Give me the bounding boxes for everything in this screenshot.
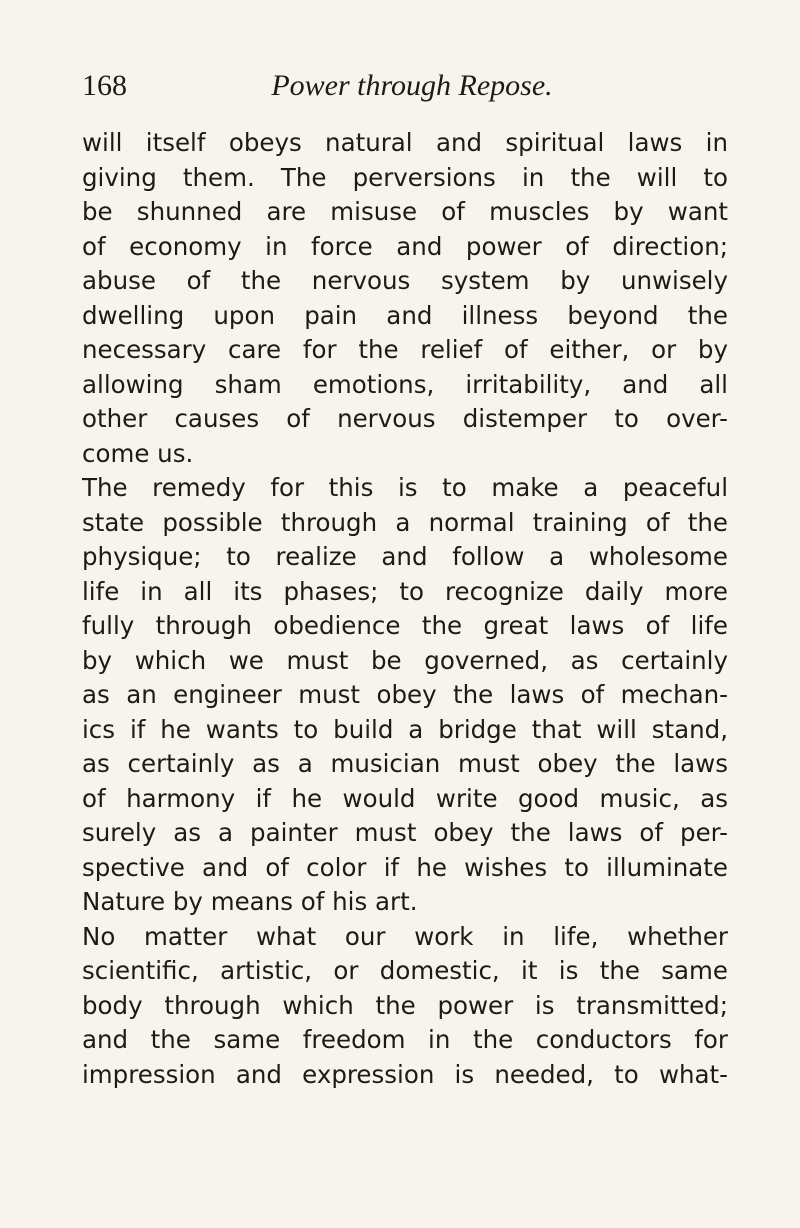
text-line: of economy in force and power of direction; — [82, 231, 728, 261]
text-line: state possible through a normal training of the — [82, 507, 728, 537]
text-line: as certainly as a musician must obey the laws — [82, 749, 728, 778]
text-line: life in all its phases; to recognize daily more — [82, 576, 728, 606]
text-line: fully through obedience the great laws of life — [82, 611, 728, 640]
body-text — [82, 126, 728, 1092]
page-header — [82, 66, 732, 106]
text-line: by which we must be governed, as certainly — [82, 645, 728, 675]
text-line: physique; to realize and follow a wholesome — [82, 542, 728, 571]
text-line: dwelling upon pain and illness beyond the — [82, 300, 728, 330]
text-line: The remedy for this is to make a peaceful — [82, 473, 728, 502]
text-line: scientific, artistic, or domestic, it is the same — [82, 956, 728, 985]
text-line: impression and expression is needed, to what- — [82, 1059, 728, 1089]
text-line: spective and of color if he wishes to illuminate — [82, 852, 728, 882]
page-number: 168 — [82, 69, 127, 102]
text-line: surely as a painter must obey the laws of per- — [82, 818, 728, 847]
text-line: allowing sham emotions, irritability, and all — [82, 369, 728, 399]
text-line: will itself obeys natural and spiritual laws in — [82, 128, 728, 157]
text-line: body through which the power is transmitted; — [82, 990, 728, 1020]
text-line: giving them. The perversions in the will to — [82, 162, 728, 192]
text-line: of harmony if he would write good music, as — [82, 783, 728, 813]
text-line: come us. — [82, 438, 194, 468]
text-line: as an engineer must obey the laws of mechan- — [82, 680, 728, 709]
text-line: and the same freedom in the conductors for — [82, 1025, 728, 1054]
text-line: necessary care for the relief of either, or by — [82, 335, 728, 364]
text-line: Nature by means of his art. — [82, 887, 418, 916]
running-title: Power through Repose. — [271, 69, 553, 102]
text-line: other causes of nervous distemper to over- — [82, 404, 728, 433]
text-line: No matter what our work in life, whether — [82, 921, 728, 951]
text-line: ics if he wants to build a bridge that will stand, — [82, 714, 728, 744]
text-line: abuse of the nervous system by unwisely — [82, 266, 728, 295]
text-line: be shunned are misuse of muscles by want — [82, 197, 728, 226]
